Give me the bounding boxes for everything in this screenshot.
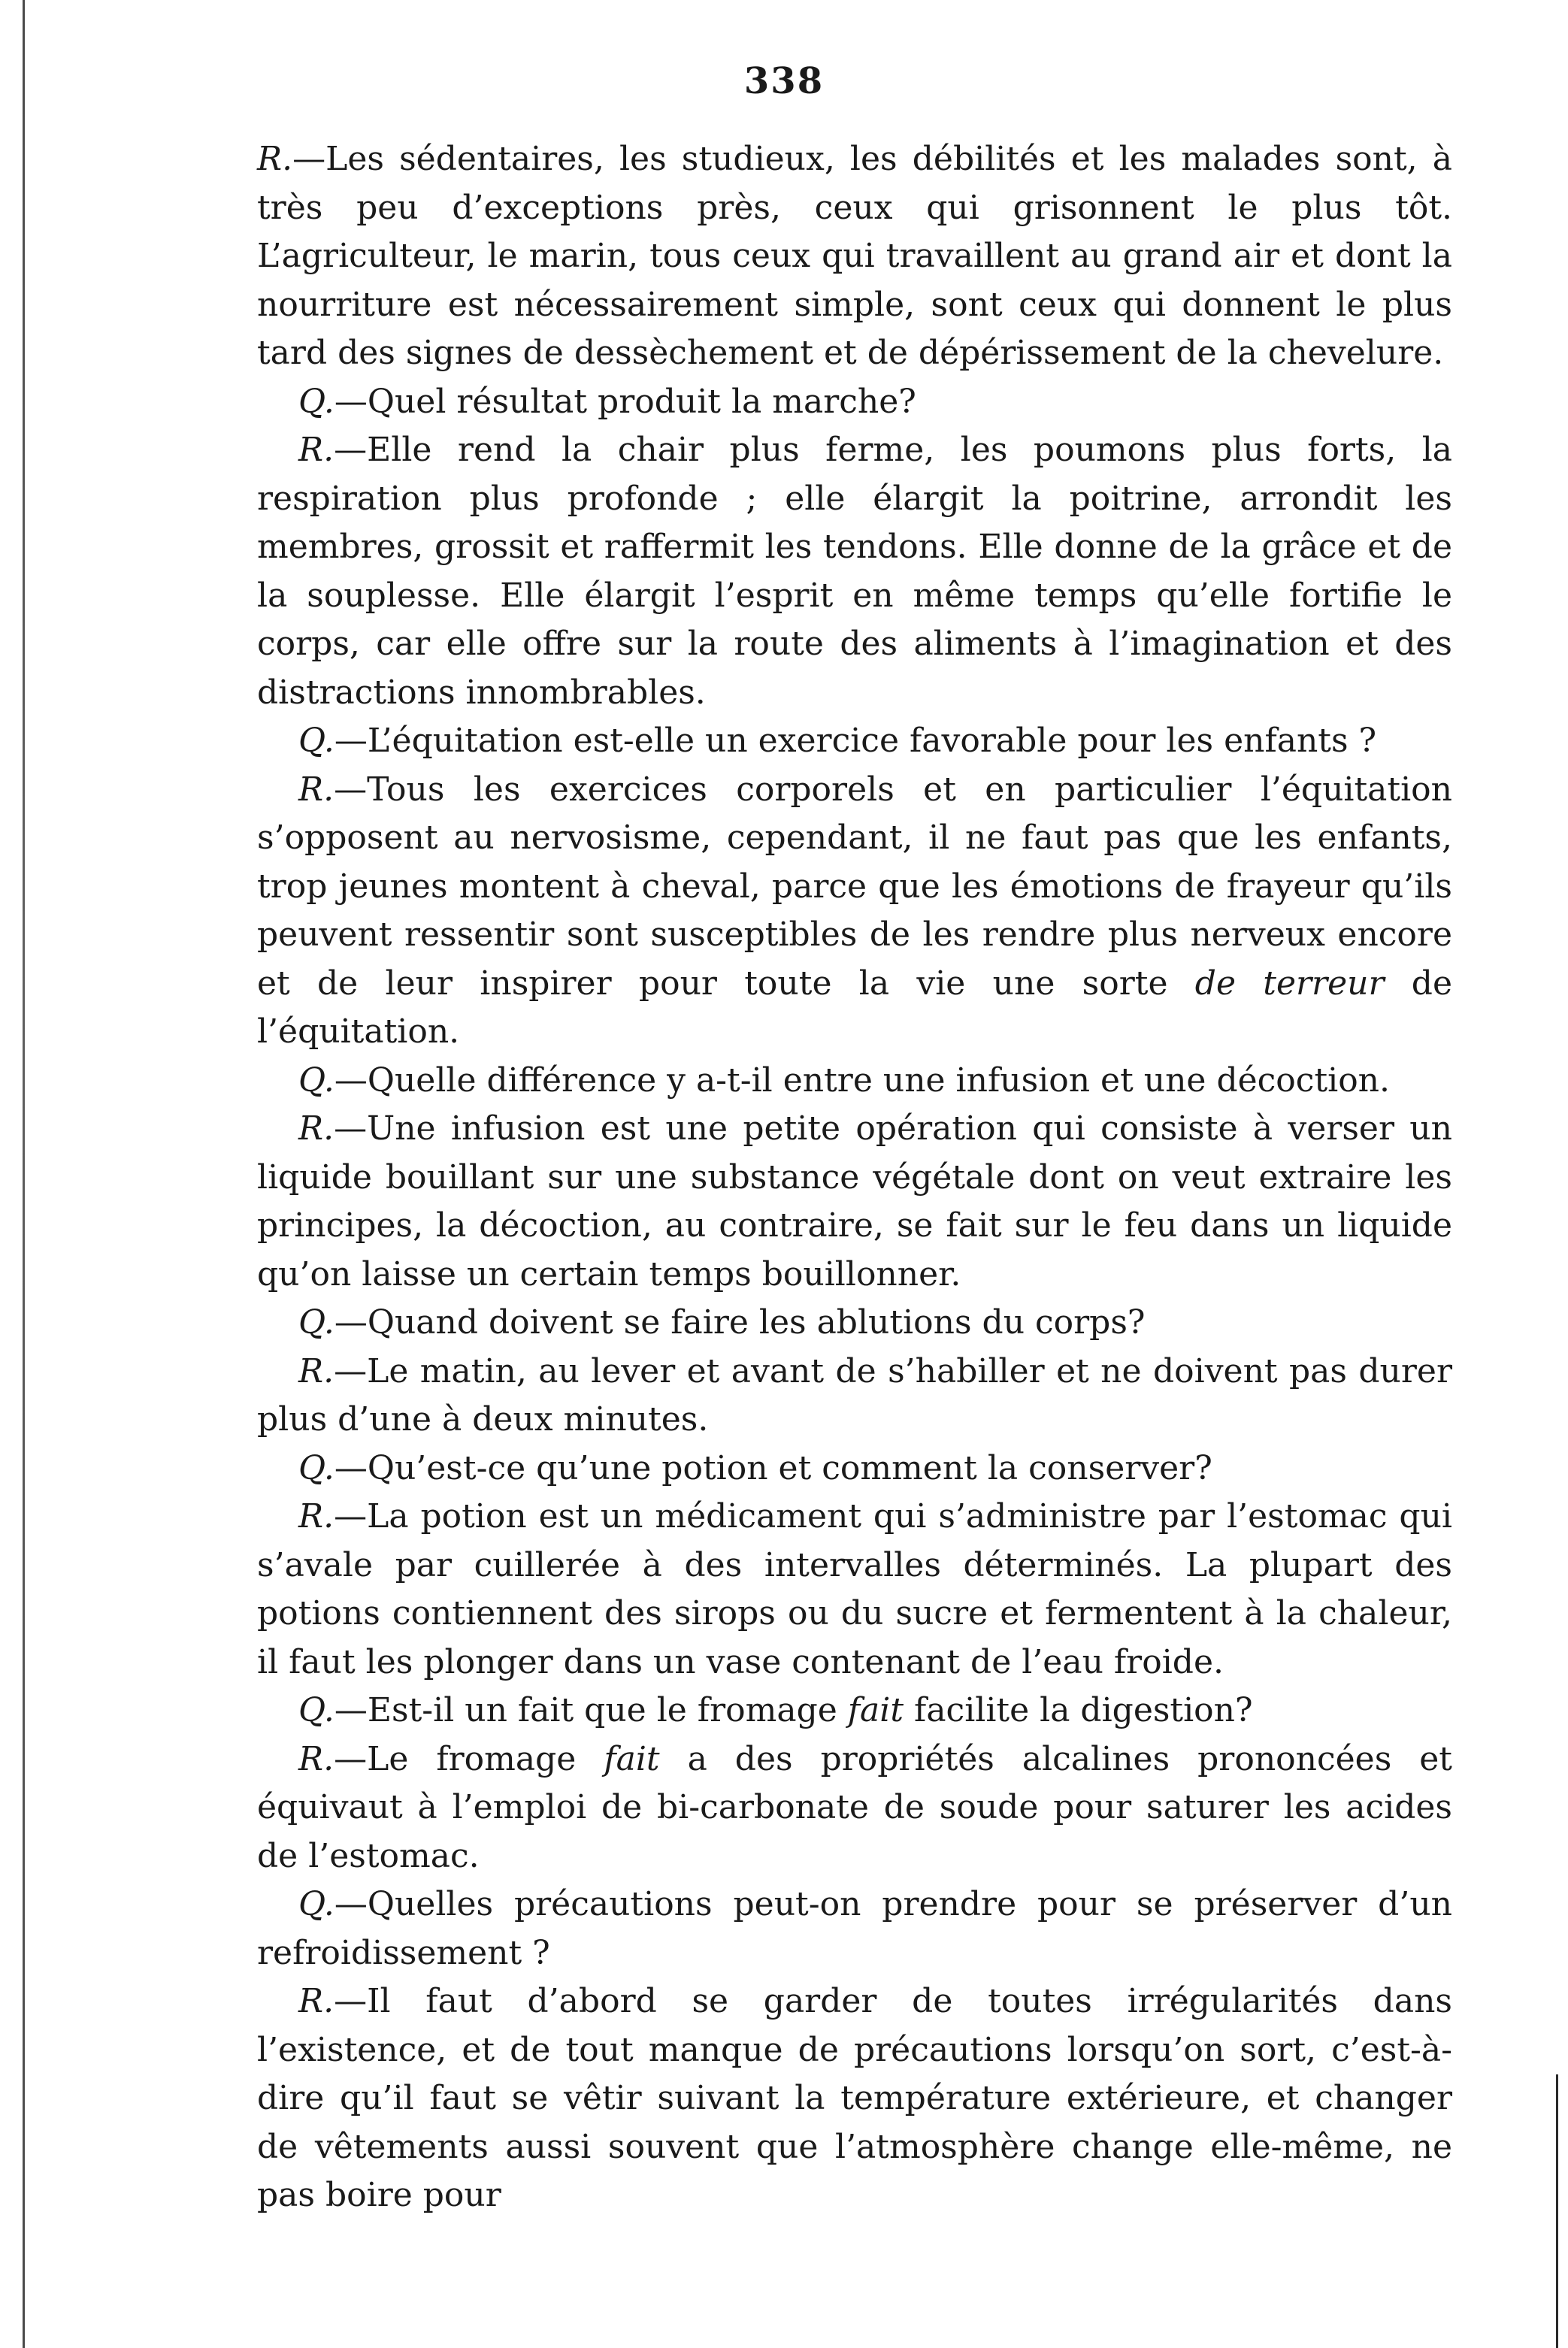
question-paragraph xyxy=(257,1057,1452,1106)
answer-text: —Elle rend la chair plus ferme, les poumons plus forts, la respiration plus profonde ; elle élargit la poitrine, arrondit les membres, grossit et raffermit les tendons. Elle donne de la grâce et de la souplesse. Elle élargit l’esprit en même temps qu’elle fortifie le corps, car elle offre sur la route des aliments à l’imagination et des distractions innombrables. xyxy=(257,431,1452,712)
italic-phrase: de terreur xyxy=(1194,964,1385,1003)
question-paragraph xyxy=(257,717,1452,766)
answer-paragraph xyxy=(257,1493,1452,1687)
question-marker: Q. xyxy=(298,1303,334,1342)
answer-text-end: a des propriétés alcalines prononcées et équivaut à l’emploi de bi-carbonate de soude pour saturer les acides de l’estomac. xyxy=(257,1739,1452,1875)
answer-paragraph xyxy=(257,1735,1452,1881)
answer-marker: R. xyxy=(298,1109,334,1148)
page-number: 338 xyxy=(743,60,825,102)
question-text: —Quel résultat produit la marche? xyxy=(334,382,916,421)
answer-paragraph xyxy=(257,426,1452,717)
answer-paragraph xyxy=(257,1348,1452,1445)
question-paragraph xyxy=(257,1299,1452,1348)
answer-marker: R. xyxy=(298,1351,334,1390)
answer-marker: R. xyxy=(257,140,293,178)
answer-text-end: de l’équitation. xyxy=(257,964,1452,1051)
question-marker: Q. xyxy=(298,1448,334,1487)
answer-text: —Il faut d’abord se garder de toutes irrégularités dans l’existence, et de tout manque de précautions lorsqu’on sort, c’est-à-dire qu’il faut se vêtir suivant la température extérieure, et changer de vêtements aussi souvent que l’atmosphère change elle-même, ne pas boire pour xyxy=(257,1982,1452,2214)
page-edge-mark xyxy=(1556,2074,1558,2348)
question-marker: Q. xyxy=(298,1691,334,1729)
answer-text: —Une infusion est une petite opération qui consiste à verser un liquide bouillant sur une substance végétale dont on veut extraire les principes, la décoction, au contraire, se fait sur le feu dans un liquide qu’on laisse un certain temps bouillonner. xyxy=(257,1109,1452,1294)
question-marker: Q. xyxy=(298,1061,334,1100)
italic-word: fait xyxy=(847,1691,904,1729)
answer-text: —La potion est un médicament qui s’administre par l’estomac qui s’avale par cuillerée à des intervalles déterminés. La plupart des potions contiennent des sirops ou du sucre et fermentent à la chaleur, il faut les plonger dans un vase contenant de l’eau froide. xyxy=(257,1497,1452,1681)
answer-paragraph xyxy=(257,1105,1452,1299)
question-text: —Est-il un fait que le fromage xyxy=(334,1691,848,1729)
italic-word: fait xyxy=(604,1739,660,1778)
answer-marker: R. xyxy=(298,1739,334,1778)
question-text: —Quelles précautions peut-on prendre pour se préserver d’un refroidissement ? xyxy=(257,1885,1452,1972)
answer-text: —Le matin, au lever et avant de s’habiller et ne doivent pas durer plus d’une à deux minutes. xyxy=(257,1351,1452,1439)
question-paragraph xyxy=(257,1445,1452,1493)
answer-marker: R. xyxy=(298,770,334,809)
answer-paragraph xyxy=(257,1977,1452,2220)
body-text xyxy=(257,135,1452,2220)
question-paragraph xyxy=(257,378,1452,427)
question-marker: Q. xyxy=(298,382,334,421)
answer-paragraph xyxy=(257,766,1452,1057)
question-marker: Q. xyxy=(298,722,334,760)
question-text: —Quelle différence y a-t-il entre une infusion et une décoction. xyxy=(334,1061,1391,1100)
answer-text: —Tous les exercices corporels et en particulier l’équitation s’opposent au nervosisme, cependant, il ne faut pas que les enfants, trop jeunes montent à cheval, parce que les émotions de frayeur qu’ils peuvent ressentir sont susceptibles de les rendre plus nerveux encore et de leur inspirer pour toute la vie une sorte xyxy=(257,770,1452,1003)
question-text: —Quand doivent se faire les ablutions du corps? xyxy=(334,1303,1146,1342)
question-text-end: facilite la digestion? xyxy=(904,1691,1253,1729)
question-paragraph xyxy=(257,1687,1452,1735)
question-text: —L’équitation est-elle un exercice favorable pour les enfants ? xyxy=(334,722,1377,760)
binding-edge xyxy=(23,0,25,2348)
answer-text: —Les sédentaires, les studieux, les débilités et les malades sont, à très peu d’exceptions près, ceux qui grisonnent le plus tôt. L’agriculteur, le marin, tous ceux qui travaillent au grand air et dont la nourriture est nécessairement simple, sont ceux qui donnent le plus tard des signes de dessèchement et de dépérissement de la chevelure. xyxy=(257,140,1452,372)
answer-marker: R. xyxy=(298,431,334,469)
question-text: —Qu’est-ce qu’une potion et comment la conserver? xyxy=(334,1448,1212,1487)
answer-text: —Le fromage xyxy=(334,1739,604,1778)
answer-marker: R. xyxy=(298,1497,334,1536)
question-paragraph xyxy=(257,1881,1452,1977)
question-marker: Q. xyxy=(298,1885,334,1923)
answer-marker: R. xyxy=(298,1982,334,2020)
answer-paragraph xyxy=(257,135,1452,378)
